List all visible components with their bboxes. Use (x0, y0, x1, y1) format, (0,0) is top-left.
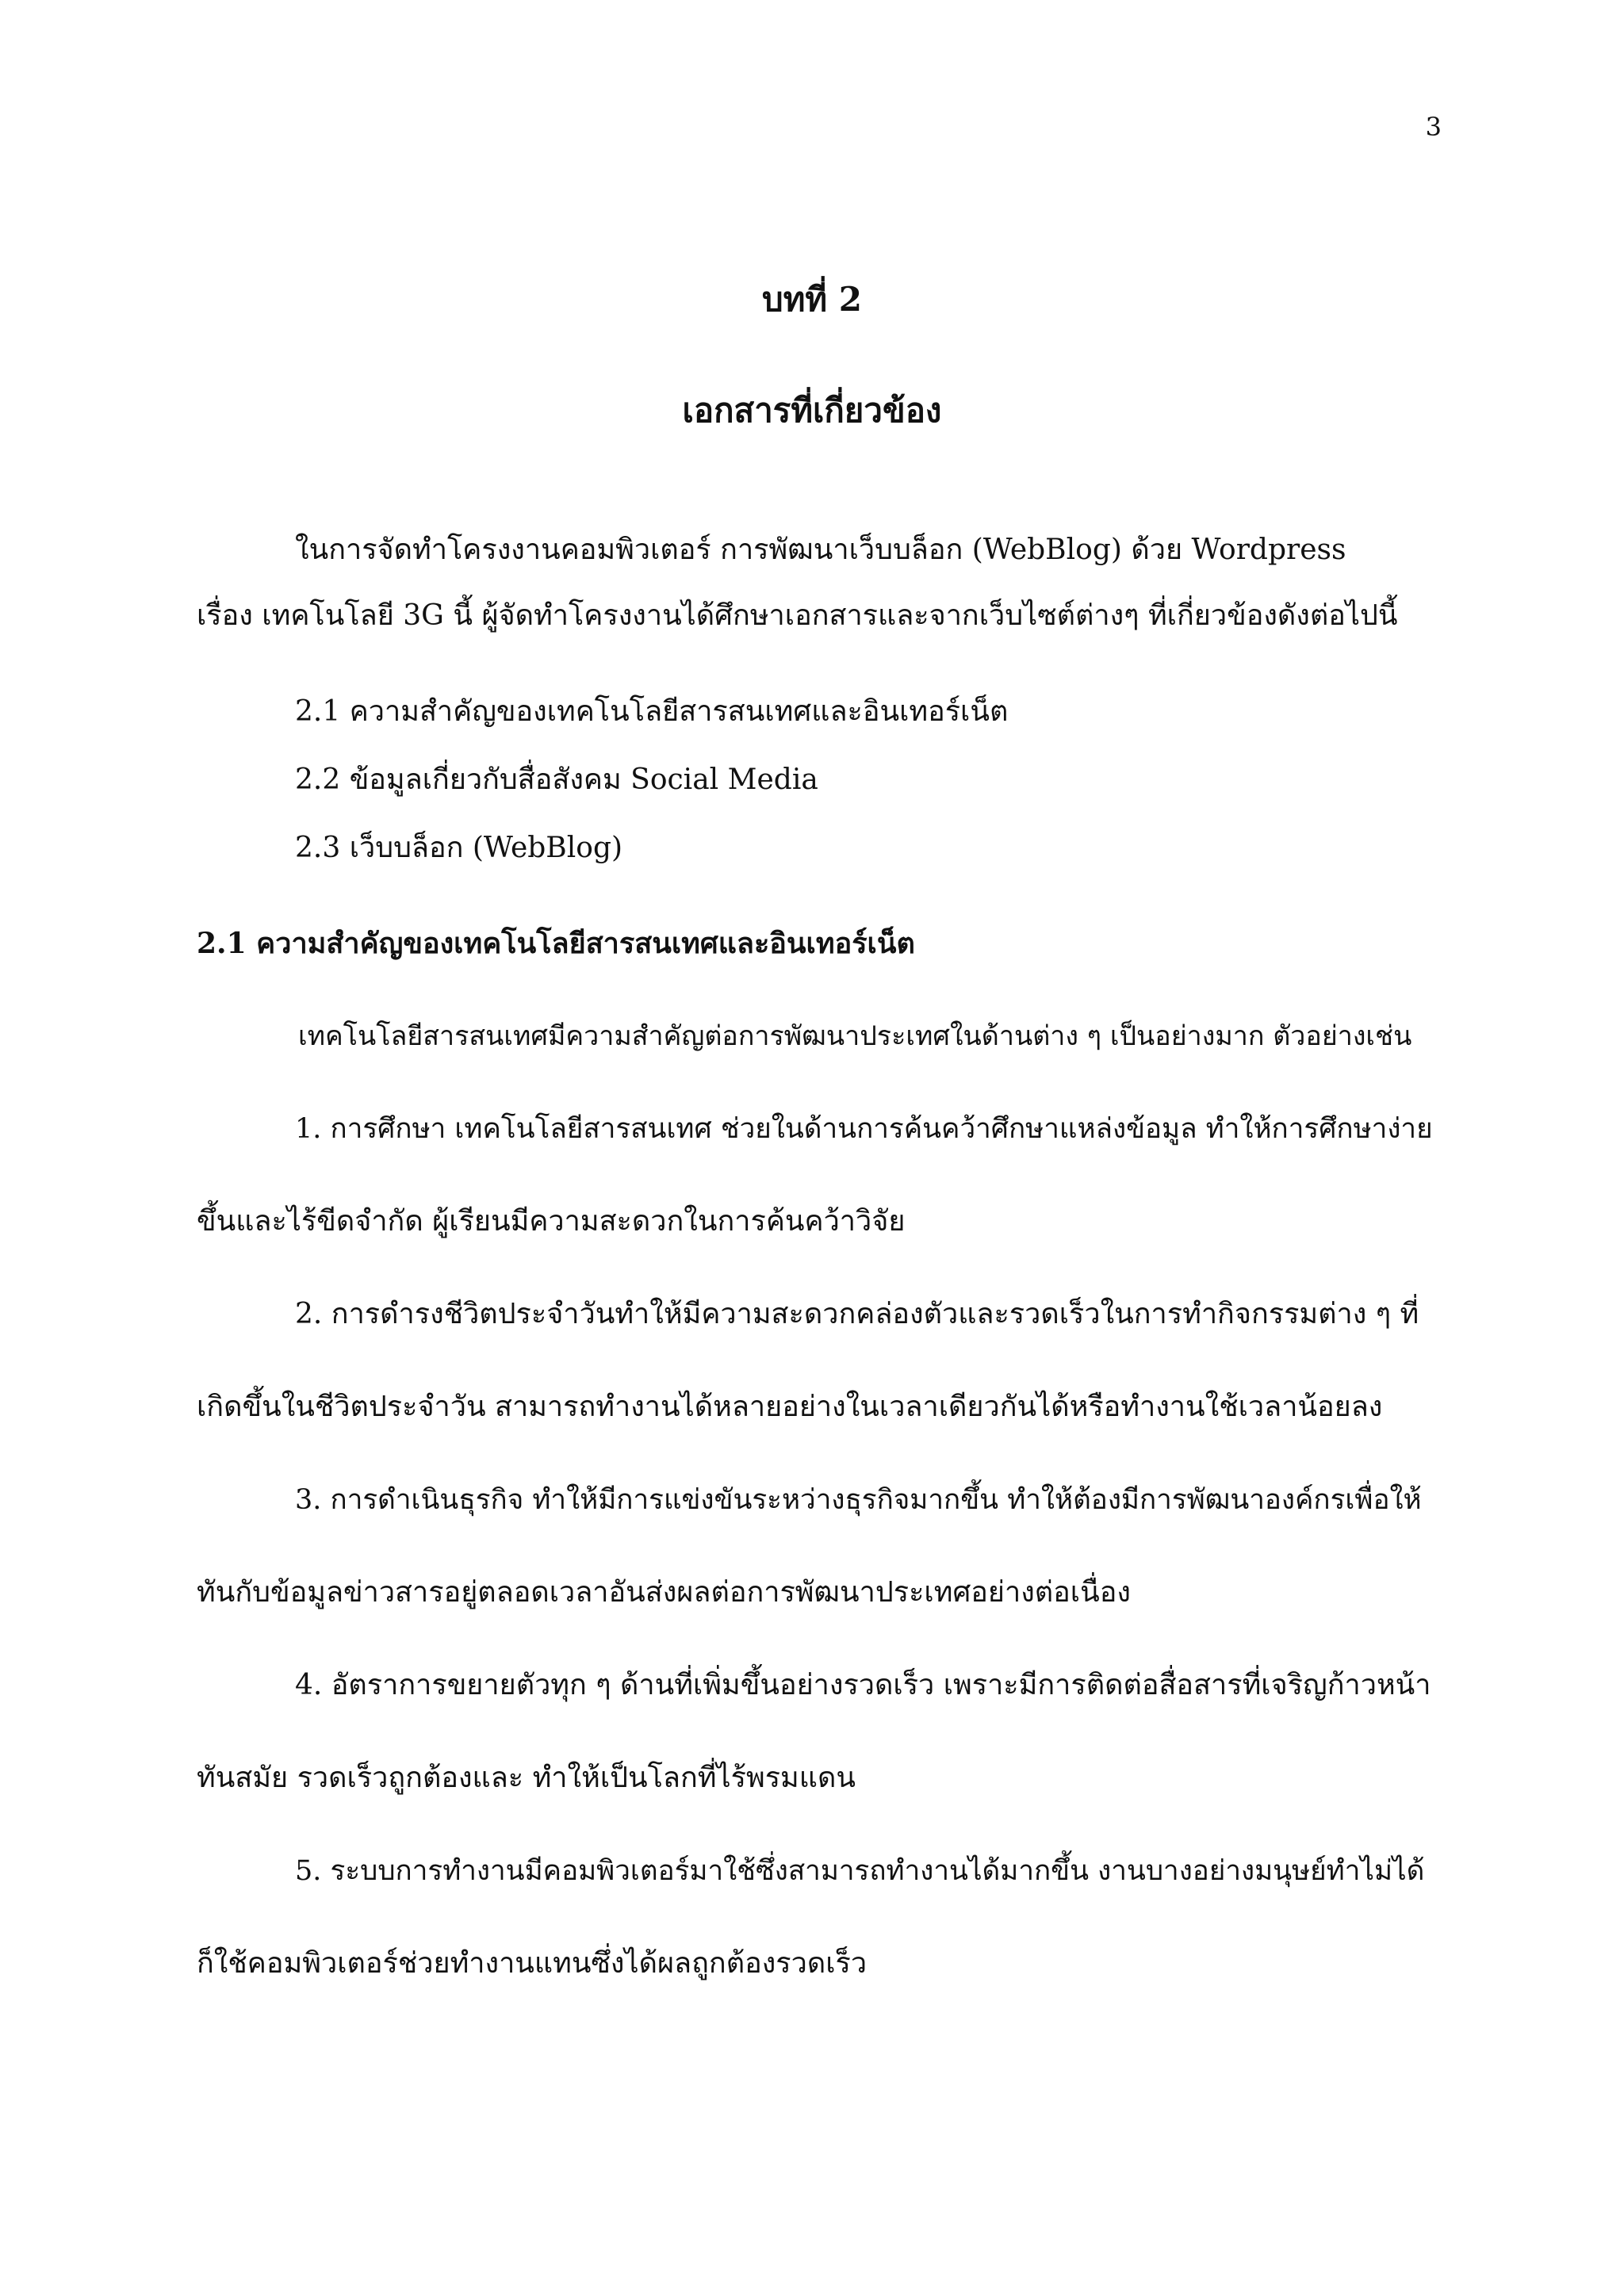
list-item-4-line-1: 4. อัตราการขยายตัวทุก ๆ ด้านที่เพิ่มขึ้นอย่างรวดเร็ว เพราะมีการติดต่อสื่อสารที่เจริญก้าวหน้า (295, 1669, 1431, 1701)
intro-line-2: เรื่อง เทคโนโลยี 3G นี้ ผู้จัดทำโครงงานได้ศึกษาเอกสารและจากเว็บไซต์ต่างๆ ที่เกี่ยวข้องดังต่อไปนี้ (197, 599, 1398, 632)
toc-item-2-3: 2.3 เว็บบล็อก (WebBlog) (295, 832, 623, 864)
intro-line-1: ในการจัดทำโครงงานคอมพิวเตอร์ การพัฒนาเว็บบล็อก (WebBlog) ด้วย Wordpress (295, 534, 1346, 566)
list-item-3-line-1: 3. การดำเนินธุรกิจ ทำให้มีการแข่งขันระหว่างธุรกิจมากขึ้น ทำให้ต้องมีการพัฒนาองค์กรเพื่อให้ (295, 1484, 1422, 1516)
list-item-5-line-1: 5. ระบบการทำงานมีคอมพิวเตอร์มาใช้ซึ่งสามารถทำงานได้มากขึ้น งานบางอย่างมนุษย์ทำไม่ได้ (295, 1855, 1425, 1887)
list-item-4-line-2: ทันสมัย รวดเร็วถูกต้องและ ทำให้เป็นโลกที่ไร้พรมแดน (197, 1762, 856, 1794)
list-item-1-line-2: ขึ้นและไร้ขีดจำกัด ผู้เรียนมีความสะดวกในการค้นคว้าวิจัย (197, 1205, 906, 1238)
list-item-1-line-1: 1. การศึกษา เทคโนโลยีสารสนเทศ ช่วยในด้านการค้นคว้าศึกษาแหล่งข้อมูล ทำให้การศึกษาง่าย (295, 1113, 1433, 1145)
page-number: 3 (1425, 112, 1442, 142)
list-item-2-line-1: 2. การดำรงชีวิตประจำวันทำให้มีความสะดวกคล่องตัวและรวดเร็วในการทำกิจกรรมต่าง ๆ ที่ (295, 1298, 1419, 1330)
list-item-5-line-2: ก็ใช้คอมพิวเตอร์ช่วยทำงานแทนซึ่งได้ผลถูกต้องรวดเร็ว (197, 1947, 868, 1980)
section-heading: 2.1 ความสำคัญของเทคโนโลยีสารสนเทศและอินเทอร์เน็ต (197, 927, 915, 960)
toc-item-2-1: 2.1 ความสำคัญของเทคโนโลยีสารสนเทศและอินเทอร์เน็ต (295, 695, 1009, 728)
section-intro: เทคโนโลยีสารสนเทศมีความสำคัญต่อการพัฒนาประเทศในด้านต่าง ๆ เป็นอย่างมาก ตัวอย่างเช่น (298, 1020, 1412, 1052)
list-item-3-line-2: ทันกับข้อมูลข่าวสารอยู่ตลอดเวลาอันส่งผลต่อการพัฒนาประเทศอย่างต่อเนื่อง (197, 1576, 1131, 1609)
list-item-2-line-2: เกิดขึ้นในชีวิตประจำวัน สามารถทำงานได้หลายอย่างในเวลาเดียวกันได้หรือทำงานใช้เวลาน้อยลง (197, 1391, 1383, 1423)
chapter-number: บทที่ 2 (762, 280, 862, 319)
toc-item-2-2: 2.2 ข้อมูลเกี่ยวกับสื่อสังคม Social Media (295, 763, 818, 796)
chapter-title: เอกสารที่เกี่ยวข้อง (682, 391, 942, 430)
